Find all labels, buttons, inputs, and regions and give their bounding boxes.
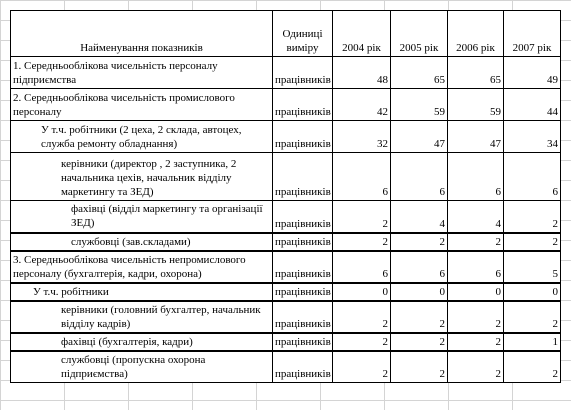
row-unit[interactable]: працівників [273,333,333,351]
header-row [11,11,561,57]
row-unit[interactable]: працівників [273,121,333,153]
cell-value[interactable]: 6 [448,153,504,201]
row-unit[interactable]: працівників [273,153,333,201]
row-name[interactable]: службовці (пропускна охорона підприємства) [11,351,273,383]
row-name[interactable]: 2. Середньооблікова чисельність промислового персоналу [11,89,273,121]
row-name[interactable]: керівники (директор , 2 заступника, 2 начальника цехів, начальник відділу маркетингу та ЗЕД) [11,153,273,201]
cell-value[interactable]: 0 [391,283,448,301]
cell-value[interactable]: 1 [504,333,561,351]
table-row [11,301,561,333]
cell-value[interactable]: 0 [504,283,561,301]
header-year-2006[interactable]: 2006 рік [448,11,504,57]
cell-value[interactable]: 48 [333,57,391,89]
cell-value[interactable]: 2 [391,333,448,351]
table-row [11,201,561,233]
cell-value[interactable]: 2 [333,333,391,351]
row-name[interactable]: 1. Середньооблікова чисельність персоналу підприємства [11,57,273,89]
cell-value[interactable]: 2 [504,351,561,383]
row-unit[interactable]: працівників [273,351,333,383]
row-unit[interactable]: працівників [273,251,333,283]
header-indicator-name[interactable]: Найменування показників [11,11,273,57]
cell-value[interactable]: 2 [448,301,504,333]
row-name[interactable]: 3. Середньооблікова чисельність непромислового персоналу (бухгалтерія, кадри, охорона) [11,251,273,283]
row-name[interactable]: фахівці (відділ маркетингу та організації ЗЕД) [11,201,273,233]
header-year-2004[interactable]: 2004 рік [333,11,391,57]
cell-value[interactable]: 2 [504,301,561,333]
cell-value[interactable]: 59 [448,89,504,121]
row-unit[interactable]: працівників [273,233,333,251]
cell-value[interactable]: 47 [448,121,504,153]
table-row [11,57,561,89]
cell-value[interactable]: 65 [391,57,448,89]
cell-value[interactable]: 6 [391,251,448,283]
header-year-2007[interactable]: 2007 рік [504,11,561,57]
cell-value[interactable]: 2 [391,301,448,333]
cell-value[interactable]: 2 [391,233,448,251]
table-row [11,89,561,121]
table-row [11,121,561,153]
row-name[interactable]: службовці (зав.складами) [11,233,273,251]
cell-value[interactable]: 2 [448,233,504,251]
cell-value[interactable]: 2 [333,233,391,251]
cell-value[interactable]: 32 [333,121,391,153]
cell-value[interactable]: 2 [448,351,504,383]
cell-value[interactable]: 6 [333,153,391,201]
table-row [11,351,561,383]
indicators-table [10,10,561,383]
cell-value[interactable]: 42 [333,89,391,121]
row-name[interactable]: фахівці (бухгалтерія, кадри) [11,333,273,351]
header-year-2005[interactable]: 2005 рік [391,11,448,57]
cell-value[interactable]: 49 [504,57,561,89]
cell-value[interactable]: 2 [504,233,561,251]
row-name[interactable]: керівники (головний бухгалтер, начальник відділу кадрів) [11,301,273,333]
cell-value[interactable]: 65 [448,57,504,89]
table-row [11,333,561,351]
cell-value[interactable]: 5 [504,251,561,283]
cell-value[interactable]: 0 [448,283,504,301]
cell-value[interactable]: 4 [391,201,448,233]
table-row [11,283,561,301]
row-unit[interactable]: працівників [273,89,333,121]
cell-value[interactable]: 2 [448,333,504,351]
cell-value[interactable]: 2 [391,351,448,383]
cell-value[interactable]: 2 [333,301,391,333]
table-row [11,251,561,283]
cell-value[interactable]: 6 [391,153,448,201]
row-name[interactable]: У т.ч. робітники (2 цеха, 2 склада, автоцех, служба ремонту обладнання) [11,121,273,153]
cell-value[interactable]: 2 [333,351,391,383]
row-name[interactable]: У т.ч. робітники [11,283,273,301]
cell-value[interactable]: 4 [448,201,504,233]
cell-value[interactable]: 34 [504,121,561,153]
cell-value[interactable]: 2 [333,201,391,233]
cell-value[interactable]: 0 [333,283,391,301]
row-unit[interactable]: працівників [273,283,333,301]
cell-value[interactable]: 44 [504,89,561,121]
row-unit[interactable]: працівників [273,57,333,89]
row-unit[interactable]: працівників [273,301,333,333]
header-unit[interactable]: Одиниці виміру [273,11,333,57]
table-row [11,233,561,251]
cell-value[interactable]: 6 [333,251,391,283]
cell-value[interactable]: 6 [504,153,561,201]
cell-value[interactable]: 47 [391,121,448,153]
cell-value[interactable]: 6 [448,251,504,283]
cell-value[interactable]: 2 [504,201,561,233]
row-unit[interactable]: працівників [273,201,333,233]
cell-value[interactable]: 59 [391,89,448,121]
table-row [11,153,561,201]
